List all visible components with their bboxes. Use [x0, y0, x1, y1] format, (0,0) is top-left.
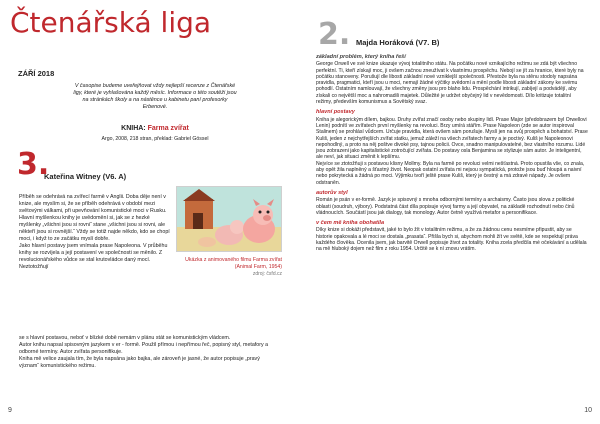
image-credit: zdroj: čsfd.cz: [252, 271, 282, 277]
animal-farm-illustration: [177, 187, 282, 252]
section-text: Díky knize si dokáži představit, jaké to bylo žít v totalitním režimu, a že za žádnou cenu nesmíme připustit, aby se historie opakovala a lé moci se dostala „prasata“. Přišla bych si, abychom mohli žít ve světě, kde se respektují práva každého člověka. Ocenila jsem, jak barvitě Orwell popisuje život za totality. Kniha zcela předčila mé očekávání a udělala na mě hluboký dojem než film z roku 1954. Určitě se k ní znovu vrátím.: [316, 227, 587, 253]
section-heading: základní problém, který kniha řeší: [316, 54, 406, 60]
section-text: Kniha je alegorickým dílem, bajkou. Druhy zvířat značí osoby nebo skupiny lidí. Prase Major (předobrazem byl Orwellovi Lenin) podnítí ve zvířatech první myšlenky na revoluci. Brzy umírá stářím. Prase Napoleon (zde se autor inspiroval Stalinem) se prohlásí vůdcem. Určuje pravidla, která ovšem sám porušuje. Myslí jen na svůj prospěch a bohatství. Prase Kuliš, jeden z nejchytřejších zvířat statku, jemuž záleží na všech zvířatech farmy a je poctivý. Kuliš je Napoleonovi nepohodlný, a proto na něj poštve divoké psy, tajnou policii. Ovce, snadno manipulovatelné, bez vlastního rozumu. Lidé jsou zobrazeni jako kapitalistické zotročující zvířata. Do postavy osla Benjamina se stylizuje sám autor. Je inteligentní, ale neví, jak situaci změnit k lepšímu. Nejvíce se ztotožňuji s postavou klisny Mollmy. Byla na farmě po revoluci velmi nešťastná. Proto opustila vše, co znala, aby opět žila naplněný a šťastný život. Neopak ostatní zvířata mi nejsou sympatická, protože jsou buď hloupá a naivní nebo pokrytecká a žádná po moci. Výjimku tvoří ještě prase Kuliš, který je čestný a má zdravé nápady. Je ovšem odstraněn.: [316, 116, 588, 186]
rank-number: 2.: [318, 17, 351, 52]
review-paragraph: Kniha mě velice zaujala tím, že byla napsána jako bajka, ale zároveň je jasné, že autor popisuje „pravý význam“ komunistického režimu.: [19, 356, 260, 369]
issue-label: ZÁŘÍ 2018: [18, 69, 55, 78]
review-author: Majda Horáková (V7. B): [356, 38, 440, 47]
section-heading: hlavní postavy: [316, 109, 355, 116]
book-line: [70, 125, 240, 132]
right-page: [300, 0, 600, 424]
section-heading: autorův styl: [316, 189, 348, 196]
review-paragraph: Autor knihu napsal spisovným jazykem v er - formě. Použil přímou i nepřímou řeč, popisný styl, metafory a odborné termíny. Autor zvířata personifikuje.: [19, 342, 269, 355]
page-title: Čtenářská liga: [10, 6, 212, 39]
review-paragraph: Jako hlavní postavy jsem vnímala prase Napoleona. V průběhu knihy se rozvíjela a její postavení ve společnosti se měnilo. Z revolucionářského vůdce se stal krutovládce daný mocí. Neztotožňují: [19, 243, 168, 270]
book-meta: Argo, 2008, 218 stran, překlad: Gabriel Gössel: [101, 136, 209, 142]
review-text-full: [19, 335, 279, 370]
page-number: 9: [8, 407, 12, 414]
review-paragraph: se s hlavní postavou, neboť v blízké době nemám v plánu stát se komunistickým vládcem.: [19, 335, 231, 341]
review-paragraph: Hlavní myšlenkou knihy je uvědomění si, jak se z hezké myšlenky „všichni jsou si rovni“ stane „všichni jsou si rovni, ale někteří jsou si rovnější.“ Vždy se totiž najde někdo, kdo se chopí moci, i když to ze začátku myslí dobře.: [19, 215, 170, 242]
intro-text: V časopise budeme uveřejňovat vždy nejlepší recenze z Čtenářské ligy, které je vyhlašována každý měsíc. Informace o této soutěži jsou na stránkách školy a na nástěnce u kabinetu paní profesorky Erbenové.: [73, 83, 237, 110]
rank-number: 3.: [17, 147, 50, 182]
review-paragraph: Příběh se odehrává na zvířecí farmě v Anglii. Doba děje není v knize, ale myslím si, že se příběh odehrává v období mezi světovými válkami, při upevňování komunistické moci v Rusku.: [19, 194, 167, 214]
book-title: Farma zvířat: [147, 125, 189, 132]
section-heading: v čem mě kniha obohatila: [316, 220, 385, 227]
image-caption: Ukázka z animovaného filmu Farma zvířat (Animal Farm, 1954): [185, 257, 282, 270]
section-text: Román je psán v er-formě. Jazyk je spisovný s mnoha odbornými termíny a archaismy. Často jsou slova z politické oblasti (soudruh, výbory). Podstatná část díla popisuje vývoj farmy a její obyvatel, na základě rozhodnutí nebo činů vládnoucích. Součástí jsou jak dialogy, tak monology. Autor četně využívá metafor a personifikace.: [316, 197, 575, 216]
book-label: KNIHA:: [121, 125, 146, 132]
review-text-column: [19, 194, 171, 271]
section-text: George Orwell ve své knize ukazuje vývoj totalitního státu. Na počátku nové vznikajícího režimu se zdá být všechno perfektní. Ti, kteří získají moc, ji ovšem začnou zneužívat k vlastnímu prospěchu. Nebojí se jít za hranice, které byly na počátku stanoveny. Porušují dle libosti základní nové vzniklejší společnosti. Přestože byla na stěnu stodoly napsána pravidla, pragmatici, kteří jsou u moci, nemají žádné výčitky svědomí a mění podle libosti základní zákony ke svému pohodlí. Ostatním namlouvají, že všechny změny jsou pro blaho lidu. Prospěchání intrikují, zabíjejí a podvádějí, aby získali co největší moc a nahromadili majetek. Důležité je udržet obyčejný lid v nevědomosti. Dílo kritizuje totalitní režimy, především komunismus a Sovětský svaz.: [316, 61, 584, 106]
page-number: 10: [584, 407, 592, 414]
review-author: Kateřina Witney (V6. A): [44, 172, 127, 181]
film-still-image: [176, 186, 282, 252]
review-sections: [316, 54, 588, 255]
